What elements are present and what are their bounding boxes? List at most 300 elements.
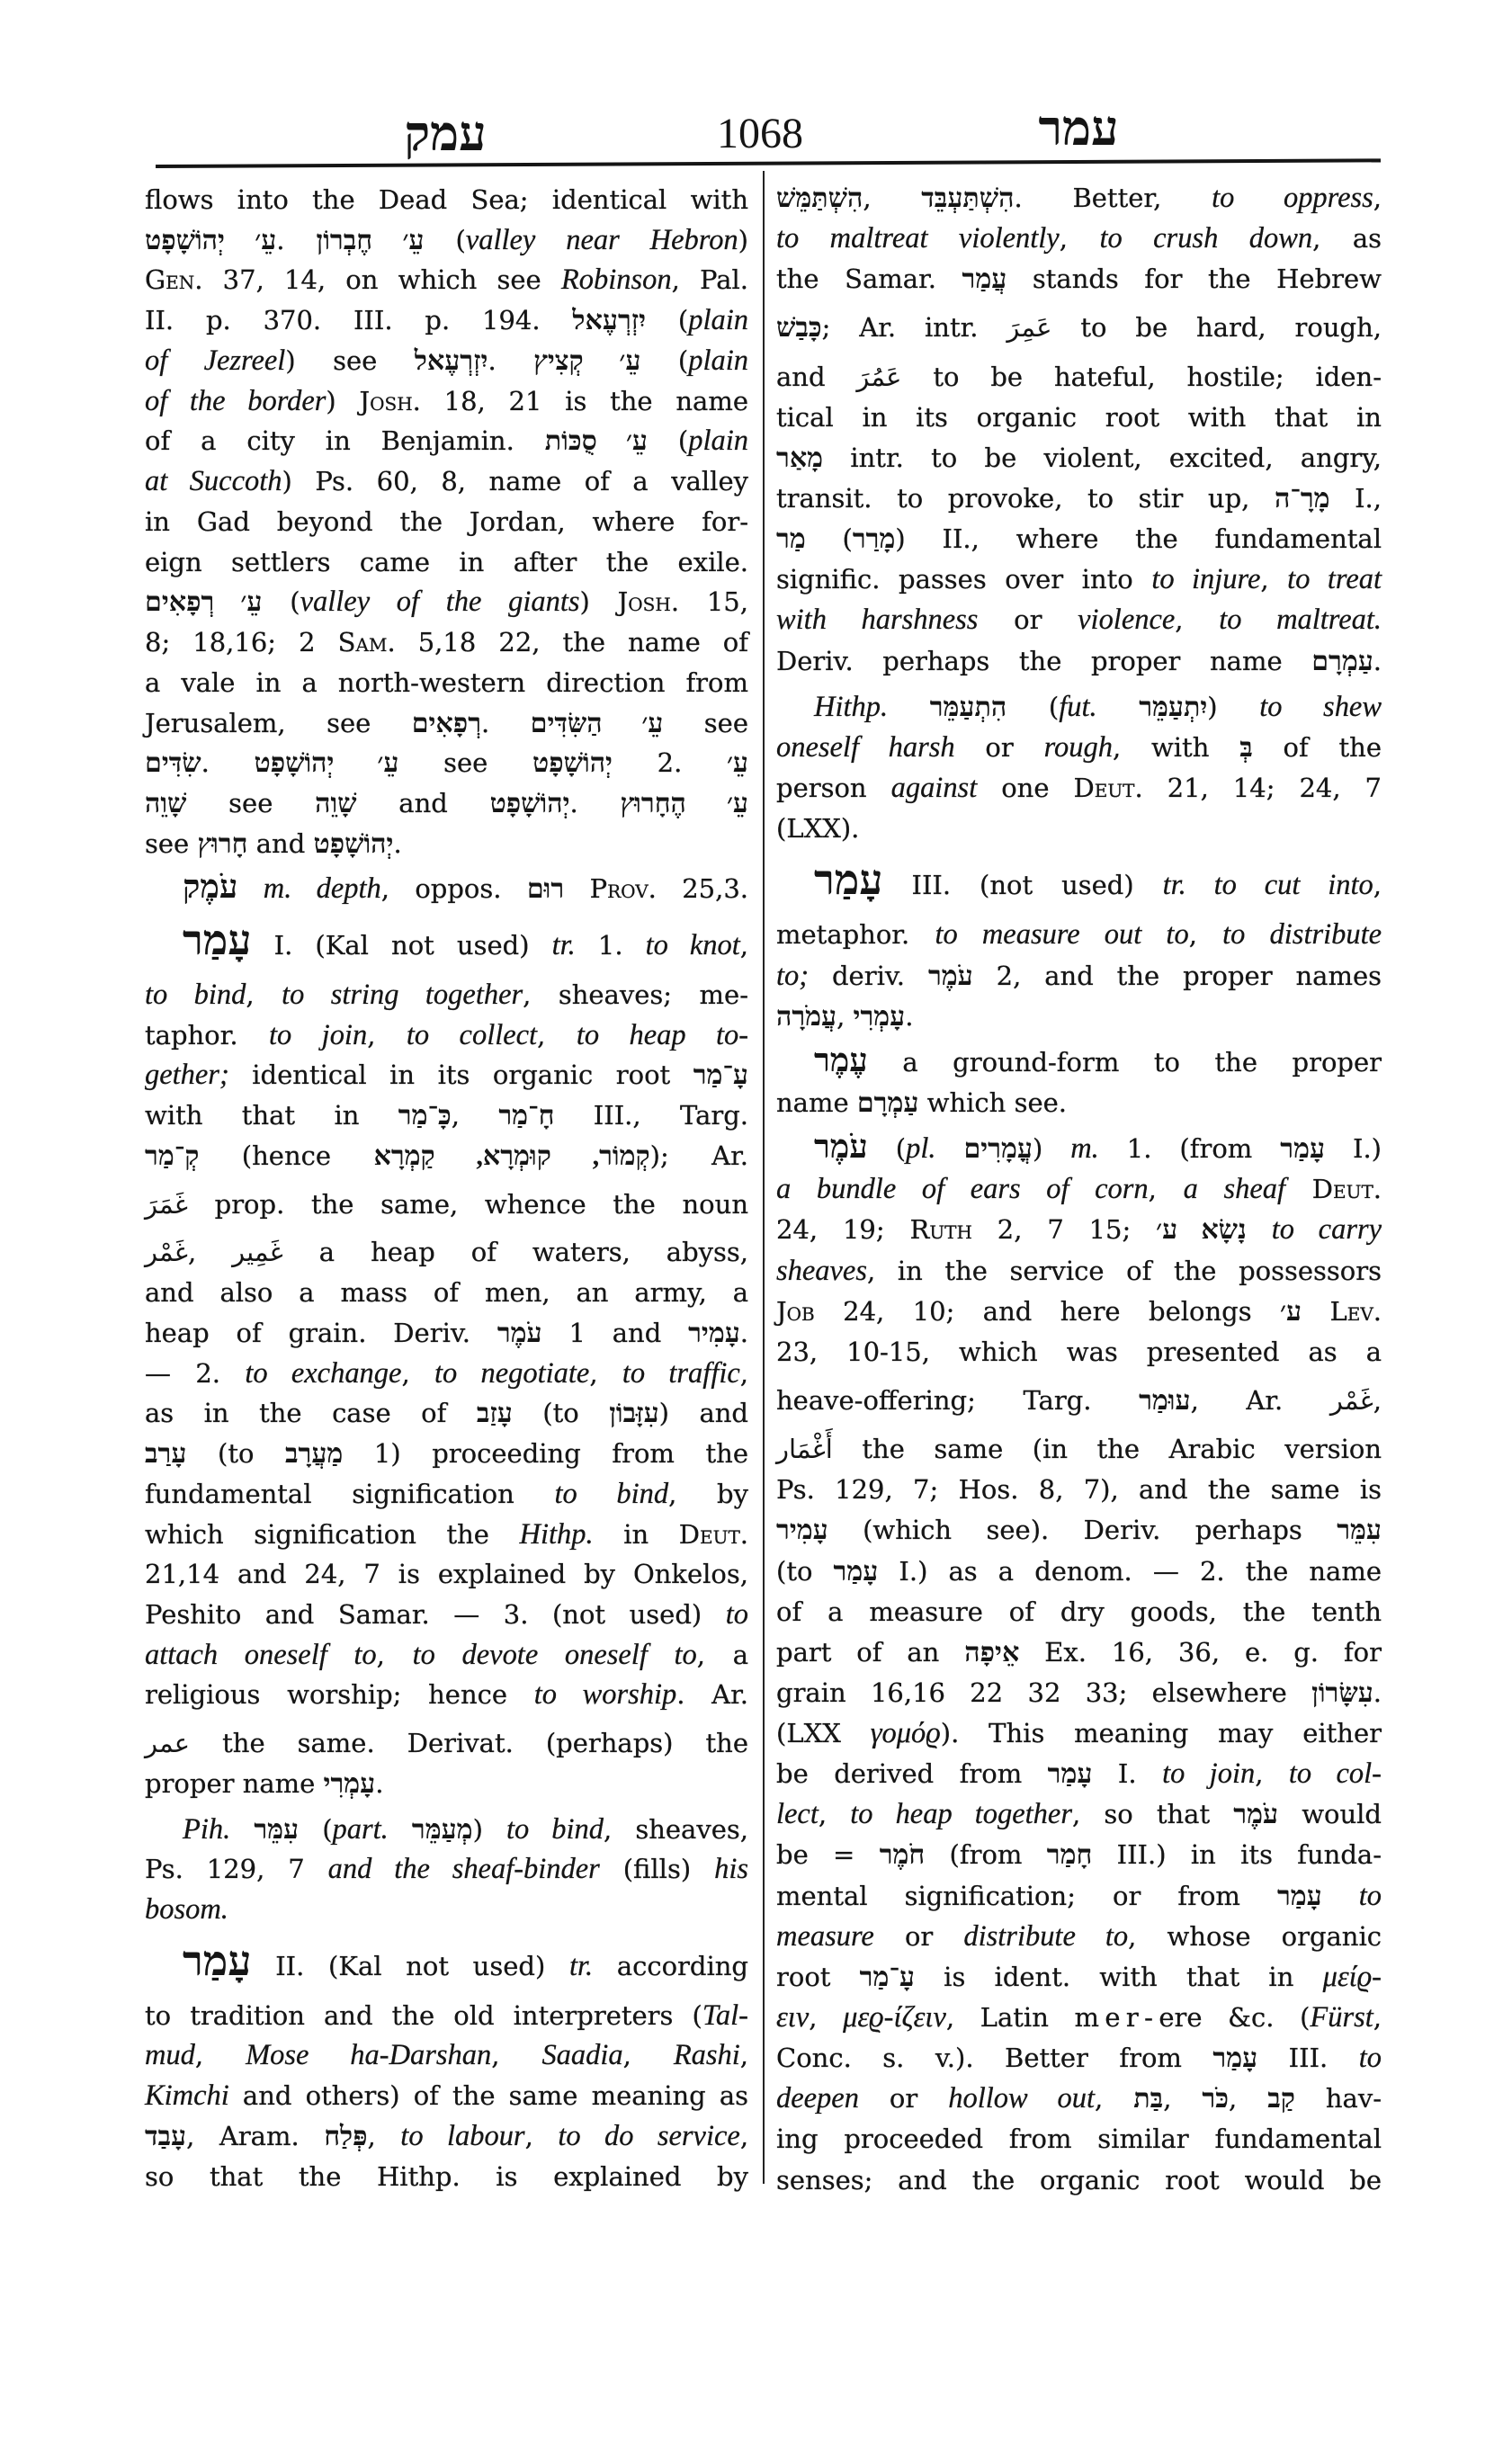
text-line bbox=[776, 1292, 1382, 1331]
text-line bbox=[776, 1957, 1382, 1997]
small-caps-reference: Deut. bbox=[678, 1518, 748, 1550]
text-line bbox=[145, 975, 748, 1015]
text-run bbox=[1302, 1296, 1329, 1327]
text-line bbox=[776, 1835, 1382, 1874]
italic-text: Mose ha-Darshan bbox=[246, 2039, 492, 2072]
hebrew-word: עָ־מַר bbox=[693, 1060, 748, 1091]
text-run: , bbox=[1373, 2002, 1382, 2034]
italic-text: violence bbox=[1078, 604, 1176, 637]
hebrew-word: עָ־מַר bbox=[859, 1961, 915, 1992]
hebrew-word: עוּמַר bbox=[1139, 1384, 1191, 1416]
hebrew-word: עֵ׳ הַשִּׂדִּים bbox=[530, 707, 664, 738]
text-line bbox=[776, 956, 1382, 996]
text-run: ) bbox=[1207, 691, 1260, 722]
text-run: deriv. bbox=[809, 960, 928, 991]
text-run: , bbox=[1095, 2083, 1134, 2115]
italic-text: valley near Hebron bbox=[465, 223, 738, 256]
text-run: , bbox=[622, 2040, 674, 2071]
italic-text: Fürst bbox=[1310, 2001, 1373, 2034]
hebrew-word: עִמֵּר bbox=[1337, 1515, 1382, 1546]
hebrew-word: חָמַר bbox=[1046, 1839, 1093, 1871]
text-run: . bbox=[1373, 1677, 1382, 1708]
hebrew-word: עָמַר bbox=[1047, 1758, 1093, 1790]
italic-text: m. bbox=[1070, 1132, 1099, 1166]
text-run: . bbox=[1373, 645, 1382, 676]
text-run: 2, 7 15; bbox=[971, 1214, 1157, 1246]
text-line bbox=[145, 2076, 748, 2115]
entry-hebrew-word: עֹמֶק bbox=[183, 869, 238, 906]
italic-text: attach oneself to bbox=[145, 1638, 377, 1671]
small-caps-reference: Job bbox=[776, 1295, 815, 1327]
text-run bbox=[935, 1133, 963, 1164]
text-run: III.) in its funda- bbox=[1092, 1839, 1382, 1871]
text-line bbox=[145, 1273, 748, 1312]
italic-text: with harshness bbox=[776, 604, 979, 637]
text-run: 25,3. bbox=[656, 873, 749, 905]
header-rule bbox=[156, 158, 1381, 168]
text-run: . bbox=[276, 224, 317, 255]
italic-text: hollow out bbox=[948, 2082, 1096, 2115]
text-run: , Latin bbox=[945, 2002, 1075, 2034]
text-run: 23, 10-15, which was presented as a bbox=[776, 1336, 1382, 1367]
hebrew-word: עָמַר bbox=[1280, 1133, 1326, 1165]
hebrew-word: עַמְרָם bbox=[856, 1086, 919, 1118]
italic-text: deepen bbox=[776, 2082, 859, 2115]
italic-text: to worship bbox=[533, 1678, 677, 1712]
hebrew-word: חָ־מַר bbox=[498, 1100, 555, 1131]
italic-text: to treat bbox=[1287, 563, 1382, 596]
italic-text: to devote oneself to bbox=[412, 1638, 697, 1671]
text-run: (to bbox=[512, 1398, 610, 1429]
text-run: of a city in Benjamin. bbox=[145, 425, 545, 457]
text-line bbox=[145, 1890, 748, 1929]
text-run: heap of grain. Deriv. bbox=[145, 1317, 497, 1348]
text-line bbox=[776, 641, 1382, 681]
text-run: , bbox=[524, 2120, 559, 2151]
text-run: of a measure of dry goods, the tenth bbox=[776, 1596, 1382, 1627]
text-run: Ex. 16, 36, e. g. for bbox=[1019, 1636, 1382, 1668]
small-caps-reference: Lev. bbox=[1329, 1295, 1382, 1327]
italic-text: to negotiate bbox=[434, 1356, 590, 1390]
text-line bbox=[145, 663, 748, 702]
italic-text: Hithp. bbox=[814, 690, 889, 723]
italic-text: plain bbox=[688, 344, 748, 377]
text-run: 2. bbox=[612, 747, 727, 779]
italic-text: bosom. bbox=[145, 1893, 228, 1927]
hebrew-word: יִתְעַמֵּר bbox=[1139, 691, 1208, 722]
text-run: ( bbox=[648, 425, 689, 457]
italic-text: to crush down bbox=[1099, 222, 1313, 255]
small-caps-reference: Prov. bbox=[589, 873, 657, 905]
italic-text: oneself harsh bbox=[776, 730, 955, 764]
entry-start-line bbox=[145, 1937, 748, 1995]
text-run: root bbox=[776, 1961, 860, 1992]
arabic-word: أَغْمَار bbox=[776, 1434, 833, 1465]
text-run: according bbox=[593, 1950, 749, 1981]
hebrew-word: עָמְרִי bbox=[323, 1767, 376, 1799]
hebrew-word: עִשָּׂרוֹן bbox=[1311, 1677, 1373, 1708]
arabic-word: عَمُرَ bbox=[856, 361, 902, 392]
text-line bbox=[145, 542, 748, 582]
text-run: , bbox=[1059, 223, 1100, 255]
text-run: , bbox=[837, 1000, 854, 1032]
hebrew-word: מָרַר bbox=[852, 523, 896, 555]
text-run: ( bbox=[646, 305, 689, 336]
hebrew-word: עֵ׳ סֻכּוֹת bbox=[544, 425, 648, 457]
text-run: 1. bbox=[575, 930, 646, 961]
italic-text: tr. bbox=[551, 929, 576, 962]
italic-text: and the sheaf-binder bbox=[327, 1853, 600, 1886]
text-run: signific. passes over into bbox=[776, 564, 1152, 595]
text-run bbox=[230, 1814, 254, 1845]
text-run: Ps. 129, 7; Hos. 8, 7), and the same is bbox=[776, 1474, 1382, 1506]
text-run: a heap of waters, abyss, bbox=[282, 1237, 748, 1268]
text-line bbox=[145, 582, 748, 621]
text-run: ) see bbox=[285, 344, 415, 376]
text-run: . bbox=[569, 788, 621, 819]
text-line bbox=[776, 259, 1382, 299]
text-run: , so that bbox=[1071, 1799, 1234, 1830]
text-line bbox=[776, 1713, 1382, 1753]
entry-hebrew-word: עֹמֶר bbox=[814, 1129, 868, 1166]
hebrew-word: עֵ׳ יְהוֹשָׁפָט bbox=[254, 747, 399, 779]
italic-text: plain bbox=[688, 425, 748, 458]
text-run: , bbox=[1373, 870, 1382, 901]
text-line bbox=[145, 783, 748, 823]
text-line bbox=[145, 260, 748, 300]
hebrew-word: שָׁוֵה bbox=[145, 788, 187, 819]
text-run: , bbox=[401, 1357, 435, 1389]
text-line bbox=[145, 1595, 748, 1634]
text-run: 24, 10; and here belongs bbox=[814, 1295, 1281, 1327]
text-run: person bbox=[776, 772, 891, 803]
text-run: and bbox=[247, 827, 314, 859]
hebrew-word: עֵ׳ רְפָאִים bbox=[145, 586, 263, 618]
text-run: tical in its organic root with that in bbox=[776, 401, 1382, 433]
italic-text: gether; bbox=[145, 1059, 229, 1092]
text-run: name bbox=[776, 1086, 857, 1118]
text-run: hav- bbox=[1294, 2083, 1382, 2115]
arabic-word: غَمِير bbox=[232, 1237, 283, 1268]
text-run: 5,18 22, the name of bbox=[395, 627, 748, 658]
text-run: ( bbox=[1007, 691, 1060, 722]
hebrew-word: בְּ bbox=[1239, 731, 1253, 763]
text-run: . bbox=[393, 827, 402, 859]
text-run: . bbox=[905, 1000, 914, 1032]
greek-word: γομόϱ bbox=[870, 1717, 941, 1750]
right-guide-word: עמר bbox=[1038, 102, 1119, 156]
text-line bbox=[145, 703, 748, 743]
text-line bbox=[145, 1635, 748, 1675]
entry-hebrew-word: עֶמֶר bbox=[814, 1042, 868, 1078]
greek-word: μείϱ- bbox=[1322, 1960, 1382, 1993]
italic-text: to exchange bbox=[245, 1356, 402, 1390]
text-run: . bbox=[481, 707, 531, 738]
text-run: ere &c. ( bbox=[1159, 2002, 1311, 2034]
text-line bbox=[145, 1554, 748, 1594]
italic-text: to bind bbox=[554, 1477, 669, 1510]
greek-word: μεϱ-ίζειν bbox=[843, 2001, 946, 2034]
text-run: which see. bbox=[918, 1086, 1067, 1118]
text-run: Jerusalem, see bbox=[145, 707, 412, 738]
greek-word: ειν bbox=[776, 2001, 810, 2034]
text-run: to be hard, rough, bbox=[1051, 312, 1382, 344]
text-line bbox=[145, 1474, 748, 1514]
text-run: , oppos. bbox=[380, 873, 527, 905]
text-line bbox=[776, 1169, 1382, 1209]
italic-text: mud bbox=[145, 2039, 195, 2072]
text-run: ) bbox=[326, 385, 360, 416]
text-line bbox=[145, 502, 748, 541]
text-run: 37, 14, on which see bbox=[202, 264, 561, 296]
text-run: see bbox=[145, 827, 198, 859]
text-run: . Better, bbox=[1014, 183, 1212, 213]
hebrew-word: רְפָאִים bbox=[411, 707, 482, 738]
text-line bbox=[776, 357, 1382, 397]
hebrew-word: יְהוֹשָׁפָט bbox=[532, 747, 613, 779]
hebrew-word: כֹּר bbox=[1202, 2083, 1229, 2115]
text-run: or bbox=[954, 731, 1044, 763]
text-line bbox=[776, 1754, 1382, 1793]
italic-text: tr. to cut into bbox=[1162, 869, 1373, 902]
text-run bbox=[564, 873, 589, 904]
text-run: of the bbox=[1252, 731, 1382, 763]
text-line bbox=[776, 398, 1382, 437]
text-line bbox=[776, 1794, 1382, 1834]
text-run: , bbox=[809, 2002, 844, 2034]
text-run: . bbox=[201, 747, 255, 779]
text-run: . bbox=[375, 1767, 384, 1799]
text-run: ) bbox=[738, 224, 748, 255]
small-caps-reference: Ruth bbox=[909, 1214, 972, 1246]
hebrew-word: עֲמֹרָה bbox=[776, 1000, 837, 1032]
text-line bbox=[145, 824, 748, 863]
hebrew-word: מַעֲרָב bbox=[285, 1438, 344, 1470]
text-run: . bbox=[488, 344, 534, 376]
text-run: , sheaves; me- bbox=[523, 979, 748, 1010]
arabic-word: عمر bbox=[145, 1728, 191, 1759]
arabic-word: غَمْر bbox=[145, 1237, 188, 1268]
text-line bbox=[776, 1551, 1382, 1591]
italic-text: valley of the giants bbox=[300, 586, 580, 619]
paragraph-start-line bbox=[776, 1129, 1382, 1168]
text-run bbox=[389, 1814, 412, 1845]
italic-text: to string together bbox=[282, 978, 523, 1011]
italic-text: Robinson bbox=[560, 264, 672, 297]
text-line bbox=[776, 2119, 1382, 2159]
text-run: prop. the same, whence the noun bbox=[187, 1188, 748, 1220]
text-run: , bbox=[739, 2040, 749, 2071]
text-run: , bbox=[376, 1639, 413, 1670]
text-run: ) Ps. 60, 8, name of a valley bbox=[282, 466, 748, 497]
italic-text: his bbox=[714, 1853, 748, 1886]
hebrew-word: נָשָׂא ע׳ bbox=[1156, 1214, 1247, 1246]
hebrew-word: קְ־מַר bbox=[145, 1140, 200, 1171]
text-run: see bbox=[398, 747, 533, 779]
italic-text: distribute to bbox=[963, 1919, 1129, 1953]
text-line bbox=[776, 1592, 1382, 1632]
text-run: 21,14 and 24, 7 is explained by Onkelos, bbox=[145, 1559, 748, 1590]
text-run: to be hateful, hostile; iden- bbox=[901, 361, 1382, 392]
hebrew-word: עֹמֶר bbox=[497, 1317, 542, 1348]
italic-text: Pih. bbox=[183, 1812, 231, 1846]
text-line bbox=[145, 2116, 748, 2156]
text-run: ). This meaning may either bbox=[940, 1718, 1382, 1749]
text-run: , Aram. bbox=[186, 2120, 325, 2151]
text-run: (LXX). bbox=[776, 813, 860, 845]
text-run: ( bbox=[640, 344, 689, 376]
text-run: I. (Kal not used) bbox=[251, 930, 552, 961]
text-line bbox=[145, 341, 748, 380]
hebrew-word: קְמוֹר, קוּמְרָא, קַמְרָא bbox=[373, 1140, 650, 1171]
text-run: a vale in a north-western direction from bbox=[145, 666, 748, 698]
text-line bbox=[145, 1095, 748, 1135]
text-run: eign settlers came in after the exile. bbox=[145, 546, 748, 577]
italic-text: to bbox=[1358, 2042, 1382, 2075]
hebrew-word: עָמַר bbox=[1212, 2043, 1258, 2074]
hebrew-word: עָבַד bbox=[145, 2120, 187, 2151]
italic-text: to distribute bbox=[1222, 918, 1382, 952]
hebrew-word: הִשְׁתַּמֵּשׁ bbox=[776, 183, 863, 213]
text-line bbox=[145, 1185, 748, 1224]
text-run: , Pal. bbox=[671, 264, 748, 296]
arabic-word: عَمِرَ bbox=[1007, 312, 1052, 344]
text-line bbox=[145, 1764, 748, 1803]
hebrew-word: עֹמֶר bbox=[927, 960, 973, 991]
text-run: II. (Kal not used) bbox=[251, 1950, 569, 1981]
hebrew-word: מָרָ־ה bbox=[1274, 482, 1330, 514]
text-line bbox=[145, 1393, 748, 1433]
hebrew-word: פְּלַח bbox=[324, 2120, 368, 2151]
paragraph-start-line bbox=[776, 1042, 1382, 1082]
text-line bbox=[145, 1996, 748, 2035]
italic-text: to bind bbox=[506, 1812, 604, 1846]
text-line bbox=[145, 1055, 748, 1095]
text-run: 15, bbox=[679, 586, 748, 618]
text-run: . bbox=[739, 1317, 748, 1348]
text-run: metaphor. bbox=[776, 919, 935, 951]
text-line bbox=[145, 300, 748, 340]
text-run: ; Ar. intr. bbox=[821, 312, 1007, 344]
italic-text: a bundle of ears of corn bbox=[776, 1173, 1149, 1206]
hebrew-word: עֵ׳ הֶחָרוּץ bbox=[620, 788, 748, 819]
text-line bbox=[145, 1015, 748, 1055]
text-run: a ground-form to the proper bbox=[867, 1046, 1382, 1077]
text-run: the Samar. bbox=[776, 264, 962, 295]
text-run: 21, 14; 24, 7 bbox=[1142, 772, 1382, 803]
hebrew-word: עֵ׳ חֶבְרוֹן bbox=[316, 224, 425, 255]
spaced-text: mer- bbox=[1074, 2002, 1159, 2034]
hebrew-word: מַר bbox=[776, 523, 806, 555]
italic-text: to heap to- bbox=[576, 1018, 749, 1051]
text-run: 8; 18,16; 2 bbox=[145, 627, 338, 658]
text-run: ( bbox=[424, 224, 466, 255]
hebrew-word: מְעַמֵּר bbox=[411, 1813, 473, 1845]
text-line bbox=[145, 743, 748, 782]
hebrew-word: קַב bbox=[1267, 2083, 1295, 2115]
small-caps-reference: Deut. bbox=[1311, 1174, 1382, 1205]
italic-text: pl. bbox=[906, 1132, 936, 1166]
small-caps-reference: Josh. bbox=[617, 586, 680, 618]
text-line bbox=[776, 600, 1382, 639]
italic-text: against bbox=[890, 771, 978, 804]
text-line bbox=[776, 2160, 1382, 2200]
text-line bbox=[776, 559, 1382, 599]
text-run: , bbox=[589, 1357, 622, 1389]
text-run: , Ar. bbox=[1190, 1384, 1330, 1416]
hebrew-word: שָׁוֵה bbox=[315, 788, 357, 819]
text-line bbox=[145, 1354, 748, 1393]
hebrew-word: עֵ׳ קְצִיץ bbox=[533, 344, 641, 376]
text-line bbox=[145, 180, 748, 219]
text-run: , bbox=[491, 2040, 542, 2071]
text-run: ( bbox=[262, 586, 300, 618]
text-run: 1 and bbox=[541, 1317, 689, 1348]
headword-hebrew: עָמַר bbox=[183, 1938, 252, 1985]
hebrew-word: עַמְרָם bbox=[1311, 645, 1373, 676]
hebrew-word: עֵ׳ bbox=[726, 747, 748, 779]
text-run: identical in its organic root bbox=[228, 1060, 693, 1091]
hebrew-word: כָּ־מַר bbox=[398, 1100, 452, 1131]
hebrew-word: יְהוֹשָׁפָט bbox=[313, 827, 394, 859]
italic-text: Rashi bbox=[673, 2039, 740, 2072]
text-line bbox=[776, 478, 1382, 518]
text-run: (LXX bbox=[776, 1718, 871, 1749]
hebrew-word: הִשְׁתַּעְבֵּד bbox=[921, 183, 1015, 213]
text-run: flows into the Dead Sea; identical with bbox=[145, 184, 748, 215]
small-caps-reference: Josh. bbox=[359, 385, 421, 416]
text-run: , bbox=[739, 2120, 749, 2151]
text-run: the same (in the Arabic version bbox=[832, 1434, 1382, 1465]
text-run: (hence bbox=[199, 1140, 374, 1171]
text-run: in Gad beyond the Jordan, where for- bbox=[145, 505, 748, 537]
italic-text: part. bbox=[332, 1812, 389, 1846]
text-run: , in the service of the possessors bbox=[866, 1255, 1382, 1286]
text-run: , a bbox=[696, 1639, 748, 1670]
text-run: (to bbox=[776, 1555, 834, 1587]
text-line bbox=[145, 1232, 748, 1272]
italic-text: of Jezreel bbox=[145, 344, 286, 377]
left-column bbox=[145, 180, 748, 2196]
hebrew-word: הִתְעַמֵּר bbox=[929, 691, 1007, 722]
text-line bbox=[776, 1673, 1382, 1712]
italic-text: to carry bbox=[1271, 1213, 1382, 1247]
text-run: would bbox=[1278, 1799, 1382, 1830]
hebrew-word: בַּת bbox=[1133, 2083, 1164, 2115]
right-column bbox=[776, 178, 1382, 2200]
text-run: stands for the Hebrew bbox=[1007, 264, 1382, 295]
text-run bbox=[1322, 1881, 1359, 1911]
headword-hebrew: עָמַר bbox=[814, 858, 883, 905]
text-run: and bbox=[356, 788, 490, 819]
text-run: (from bbox=[925, 1839, 1047, 1871]
text-line bbox=[145, 622, 748, 662]
text-run: , bbox=[1373, 183, 1382, 213]
italic-text: to labour bbox=[400, 2119, 525, 2152]
text-run: , bbox=[187, 1237, 233, 1268]
text-line bbox=[145, 1675, 748, 1714]
italic-text: to do service bbox=[558, 2119, 740, 2152]
text-run: , bbox=[818, 1799, 851, 1830]
text-run: proper name bbox=[145, 1767, 324, 1799]
text-run: , bbox=[1255, 1758, 1289, 1790]
text-run: Peshito and Samar. — 3. (not used) bbox=[145, 1598, 726, 1630]
italic-text: to; bbox=[776, 959, 810, 992]
text-run: be derived from bbox=[776, 1758, 1048, 1790]
paragraph-start-line bbox=[776, 687, 1382, 727]
text-line bbox=[145, 421, 748, 460]
italic-text: to bind bbox=[145, 978, 246, 1011]
